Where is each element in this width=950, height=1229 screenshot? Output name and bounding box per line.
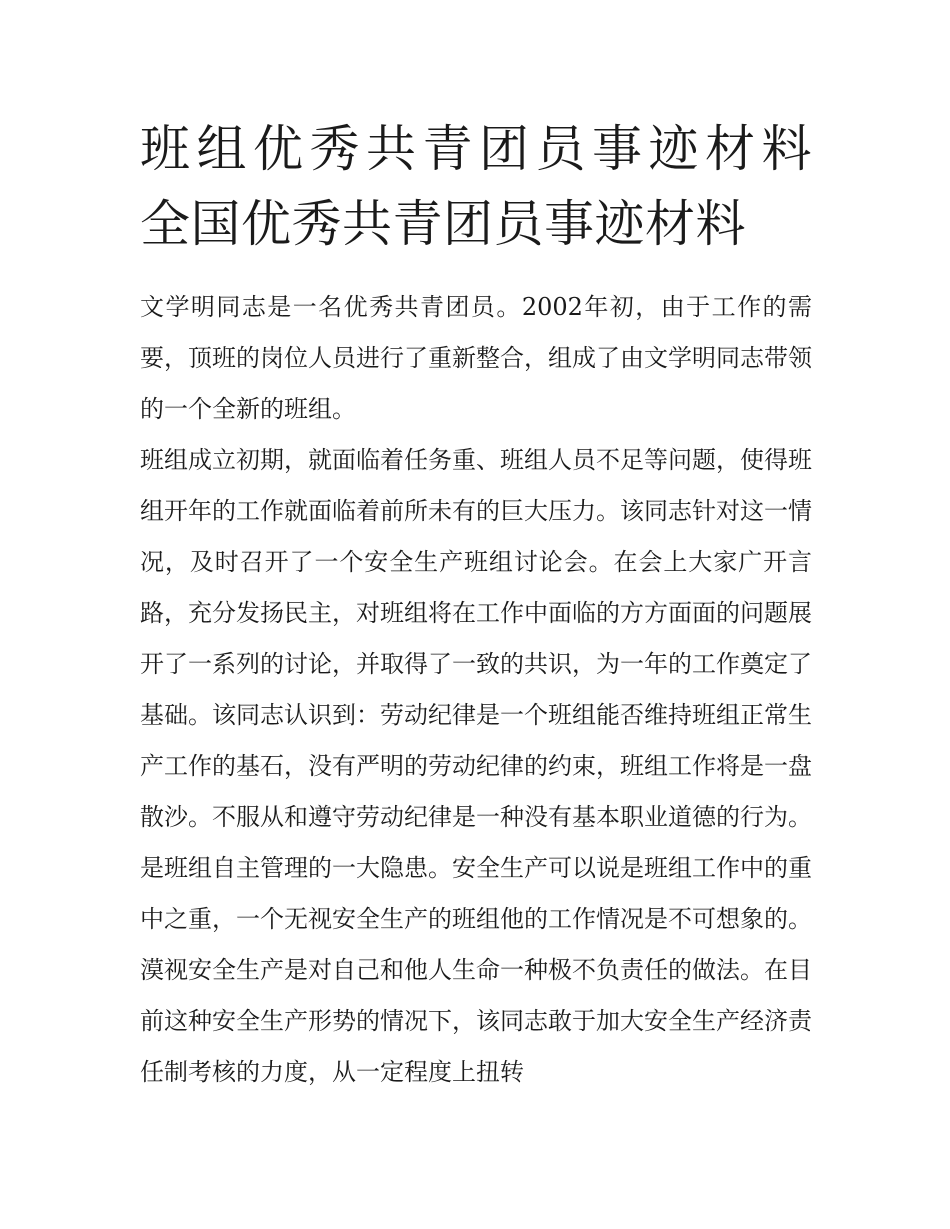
paragraph-main: 班组成立初期，就面临着任务重、班组人员不足等问题，使得班组开年的工作就面临着前所未有的巨大压力。该同志针对这一情况，及时召开了一个安全生产班组讨论会。在会上大家广开言路，充分发扬民主，对班组将在工作中面临的方方面面的问题展开了一系列的讨论，并取得了一致的共识，为一年的工作奠定了基础。该同志认识到：劳动纪律是一个班组能否维持班组正常生产工作的基石，没有严明的劳动纪律的约束，班组工作将是一盘散沙。不服从和遵守劳动纪律是一种没有基本职业道德的行为。是班组自主管理的一大隐患。安全生产可以说是班组工作中的重中之重，一个无视安全生产的班组他的工作情况是不可想象的。漠视安全生产是对自己和他人生命一种极不负责任的做法。在目前这种安全生产形势的情况下，该同志敢于加大安全生产经济责任制考核的力度，从一定程度上扭转 — [140, 446, 812, 1086]
document-page — [140, 112, 812, 1098]
document-title: 班组优秀共青团员事迹材料 全国优秀共青团员事迹材料 — [140, 120, 812, 253]
paragraph-intro: 文学明同志是一名优秀共青团员。2002年初，由于工作的需要，顶班的岗位人员进行了重新整合，组成了由文学明同志带领的一个全新的班组。 — [140, 293, 812, 423]
document-body — [140, 282, 812, 1098]
